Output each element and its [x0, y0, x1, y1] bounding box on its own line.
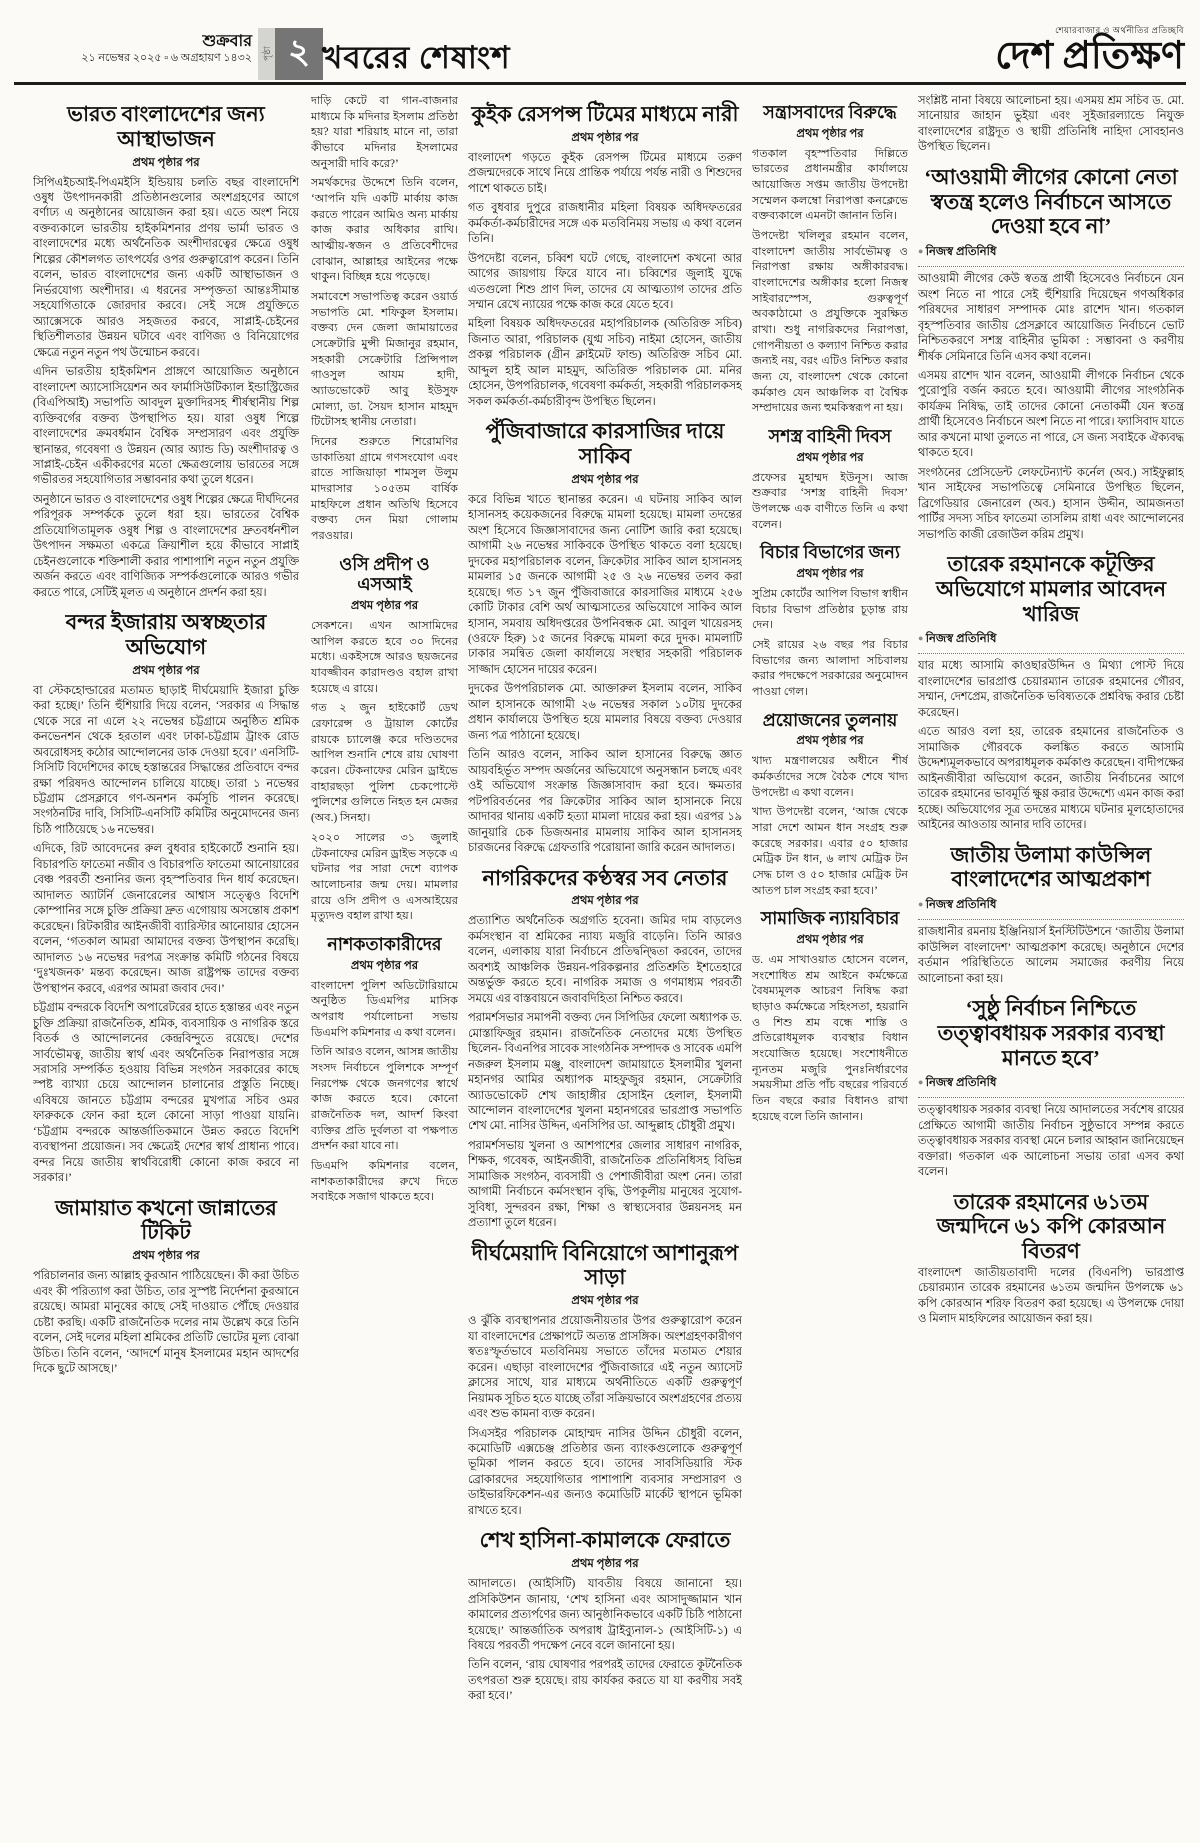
article-headline: নাগরিকদের কণ্ঠস্বর সব নেতার [482, 865, 728, 890]
article-paragraph: সেকশনে। এখন আসামিদের আপিল করতে হবে ৩০ দিনের মধ্যে। একইসঙ্গে আরও ছয়জনের যাবজ্জীবন কারাদণ্ডও বহাল রাখা হয়েছে এ রায়ে। [311, 620, 458, 695]
article [311, 554, 458, 925]
article [752, 710, 908, 900]
article-headline: জাতীয় উলামা কাউন্সিল বাংলাদেশের আত্মপ্রকাশ [950, 842, 1152, 892]
article-paragraph: সমাবেশে সভাপতিত্ব করেন ওয়ার্ড সভাপতি মো. শফিকুল ইসলাম। বক্তব্য দেন জেলা জামায়াতের সেক্রেটারি মুন্সী মিজানুর রহমান, সহকারী সেক্রেটারি প্রিন্সিপাল গাওসুল আযম হাদী, অ্যাডভোকেট আবু ইউসুফ মোল্যা, ডা. সৈয়দ হাসান মাহমুদ টিটোসহ স্থানীয় নেতারা। [311, 291, 458, 429]
article-paragraph: মহিলা বিষয়ক অধিদফতরের মহাপরিচালক (অতিরিক্ত সচিব) জিনাত আরা, পরিচালক (যুগ্ম সচিব) নাইমা হোসেন, জাতীয় প্রকল্প পরিচালক (গ্রীন ক্লাইমেট ফান্ড) অতিরিক্ত সচিব মো. আব্দুল হাই আল মাহমুদ, অতিরিক্ত পরিচালক মো. মনির হোসেন, উপপরিচালক, গবেষণা কর্মকর্তা, সহকারী পরিচালকসহ সকল কর্মকর্তা-কর্মচারীবৃন্দ উপস্থিত ছিলেন। [468, 318, 742, 408]
article-paragraph: করে বিভিন্ন খাতে স্থানান্তর করেন। এ ঘটনায় সাকিব আল হাসানসহ কয়েকজনের বিরুদ্ধে মামলা হয়েছে। মামলা তদন্তের অংশ হিসেবে জিজ্ঞাসাবাদের জন্য নোটিশ জারি করা হয়েছে। আগামী ২৬ নভেম্বর সাকিবকে উপস্থিত থাকতে বলা হয়েছে। দুদকের মহাপরিচালক বলেন, ক্রিকেটার সাকিব আল হাসানসহ মামলার ১৫ জনকে আগামী ২৫ ও ২৬ নভেম্বর তলব করা হয়েছে। গত ১৭ জুন পুঁজিবাজারে কারসাজির মাধ্যমে ২৫৬ কোটি টাকার বেশি অর্থ আত্মসাতের অভিযোগে সাকিব আল হাসান, সমবায় অধিদপ্তরের উপনিবন্ধক মো. আবুল খায়েরসহ (ওরফে হিরু) ১৫ জনের বিরুদ্ধে মামলা করে দুদক। মামলাটি ঢাকার সমন্বিত জেলা কার্যালয়ে সংস্থার সহকারী পরিচালক সাজ্জাদ হোসেন দায়ের করেন। [468, 493, 742, 676]
article-headline: জামায়াত কখনো জান্নাতের টিকিট [55, 1195, 277, 1245]
article-dateline: প্রথম পৃষ্ঠার পর [571, 131, 639, 144]
article-dateline: প্রথম পৃষ্ঠার পর [796, 451, 864, 464]
article-dateline: প্রথম পৃষ্ঠার পর [796, 735, 864, 748]
paper-tagline: শেয়ারবাজার ও অর্থনীতির প্রতিচ্ছবি [1055, 25, 1184, 35]
article-paragraph: সিপিএইচআই-পিএমইসি ইন্ডিয়ায় চলতি বছর বাংলাদেশি ওষুধ উৎপাদনকারী প্রতিষ্ঠানগুলোর অংশগ্রহণের আগে বর্ণাঢ্য এ অনুষ্ঠানের আয়োজন করা হয়। এতে অংশ নিয়ে বক্তব্যকালে ভারতীয় হাইকমিশনার প্রণয় ভার্মা ভারত ও বাংলাদেশের মধ্যে অর্থনৈতিক অংশীদারত্বের ক্ষেত্রে ওষুধ শিল্পের কৌশলগত তাৎপর্যের ওপর গুরুত্বারোপ করেন। তিনি বলেন, ভারত বাংলাদেশের জন্য একটি আস্থাভাজন ও নির্ভরযোগ্য অংশীদার। এ ধরনের সম্পৃক্ততা আন্তঃসীমান্ত সহযোগিতাকে জোরদার করবে। সেই সঙ্গে প্রযুক্তিতে অ্যাক্সেসকে আরও সহজতর করবে, সাপ্লাই-চেইনের স্থিতিশীলতার উন্নয়ন ঘটাবে এবং বাণিজ্য ও বিনিয়োগের ক্ষেত্রে নতুন নতুন পথ উন্মোচন করবে। [33, 176, 299, 359]
article-headline: পুঁজিবাজারে কারসাজির দায়ে সাকিব [485, 419, 725, 469]
page-number: ২ [275, 28, 323, 80]
byline-bullet-icon: ● [918, 1077, 926, 1088]
paper-name: দেশ প্রতিক্ষণ [995, 34, 1184, 77]
article-headline: তারেক রহমানকে কটূক্তির অভিযোগে মামলার আবেদন খারিজ [935, 552, 1167, 626]
article-paragraph: এদিকে, রিট আবেদনের রুল বুধবার হাইকোর্টে শুনানি হয়। বিচারপতি ফাতেমা নজীব ও বিচারপতি ফাতেমা আনোয়ারের বেঞ্চ পরবর্তী শুনানির জন্য বৃহস্পতিবার দিন ধার্য করেছেন। আদালত অ্যাটর্নি জেনারেলের আশ্বাস সত্ত্বেও বিদেশি কোম্পানির সঙ্গে চুক্তি প্রক্রিয়া দ্রুত এগোয়ায় অসন্তোষ প্রকাশ করেছেন। রিটকারীর আইনজীবী ব্যারিস্টার আনোয়ার হোসেন বলেন, ‘গতকাল আমরা আমাদের বক্তব্য উপস্থাপন করেছি। আদালত ১৬ নভেম্বর দরপত্র সংক্রান্ত কমিটি গঠনের বিষয়ে ‘দুঃখজনক’ মন্তব্য করেছেন। আজ রাষ্ট্রপক্ষ তাদের বক্তব্য উপস্থাপন করবে, এরপর আমরা জবাব দেব।’ [33, 843, 299, 995]
article-headline: সামাজিক ন্যায়বিচার [760, 908, 900, 929]
article-paragraph: ও ঝুঁকি ব্যবস্থাপনার প্রয়োজনীয়তার উপর গুরুত্বারোপ করেন যা বাংলাদেশের প্রেক্ষাপটে অত্যন্ত প্রাসঙ্গিক। অংশগ্রহণকারীগণ স্বতঃস্ফূর্তভাবে মতবিনিময় সভাতে তাঁদের মতামত শেয়ার করেন। এছাড়া বাংলাদেশের পুঁজিবাজারে এই নতুন অ্যাসেট ক্লাসের সাথে, যার মাধ্যমে অর্থনীতিতে একটি গুরুত্বপূর্ণ নিয়ামক সূচিত হতে যাচ্ছে তাঁরা সক্রিয়ভাবে অংশগ্রহণের প্রত্যয় এবং শুভ কামনা ব্যক্ত করেন। [468, 1315, 742, 1421]
article-dateline: প্রথম পৃষ্ঠার পর [132, 664, 200, 677]
article-paragraph: গতকাল বৃহস্পতিবার দিল্লিতে ভারতের প্রধানমন্ত্রীর কার্যালয়ে আয়োজিত সপ্তম জাতীয় উপদেষ্টা সম্মেলন কলম্বো নিরাপত্তা কনক্লেভে বক্তব্যকালে এমনটা জানান তিনি। [752, 147, 908, 223]
article-byline: ● নিজস্ব প্রতিনিধি [918, 896, 1184, 920]
paper-logo [995, 26, 1184, 75]
article-paragraph: দাড়ি কেটে বা গান-বাজনার মাধ্যমে কি মদিনার ইসলাম প্রতিষ্ঠা হয়? যারা শরিয়াহ মানে না, তারা কীভাবে মদিনার ইসলামের অনুসারী দাবি করে?’ [311, 95, 458, 170]
article-headline: ‘আওয়ামী লীগের কোনো নেতা স্বতন্ত্র হলেও নির্বাচনে আসতে দেওয়া হবে না’ [924, 164, 1178, 239]
article-paragraph: চট্টগ্রাম বন্দরকে বিদেশি অপারেটরের হাতে হস্তান্তর এবং নতুন চুক্তি প্রক্রিয়া রাজনৈতিক, শ্রমিক, ব্যবসায়িক ও নাগরিক স্তরে বিতর্ক ও আন্দোলনের কেন্দ্রবিন্দুতে রয়েছে। দেশের সার্বভৌমত্ব, জাতীয় স্বার্থ এবং অর্থনৈতিক নিরাপত্তার সঙ্গে সরাসরি সম্পর্কিত হওয়ায় বিভিন্ন সংগঠন সরকারের কাছে স্পষ্ট ব্যাখ্যা চেয়ে আন্দোলন চালানোর প্রস্তুতি নিচ্ছে। এবিষয়ে জানতে চট্টগ্রাম বন্দরের মুখপাত্র সচিব ওমর ফারুককে ফোন করা হলে কোনো সাড়া পাওয়া যায়নি। ‘চট্টগ্রাম বন্দরকে আন্তর্জাতিকমানে উন্নত করতে বিদেশি ব্যবস্থাপনা প্রয়োজন। সব ক্ষেত্রেই দেশের স্বার্থ প্রাধান্য পাবে। বন্দর নিয়ে জাতীয় স্বার্থবিরোধী কোনো কাজ করবে না সরকার।’ [33, 1002, 299, 1185]
article-headline: দীর্ঘমেয়াদি বিনিয়োগে আশানুরূপ সাড়া [471, 1240, 739, 1290]
article-paragraph: তিনি আরও বলেন, সাকিব আল হাসানের বিরুদ্ধে জ্ঞাত আয়বহির্ভূত সম্পদ অর্জনের অভিযোগে অনুসন্ধান চলছে এবং ওই অভিযোগ সংক্রান্ত জিজ্ঞাসাবাদ করা হবে। ক্ষমতার পটপরিবর্তনের পর ক্রিকেটার সাকিব আল হাসানকে নিয়ে আদাবর থানায় একটি হত্যা মামলা দায়ের করা হয়। এরপর ১৯ জানুয়ারি চেক ডিজঅনার মামলায় সাকিব আল হাসানসহ চারজনের বিরুদ্ধে গ্রেফতারি পরোয়ানা জারি করেন আদালত। [468, 749, 742, 855]
news-column-4 [752, 94, 908, 1833]
article-paragraph: ড. এম সাখাওয়াত হোসেন বলেন, সংশোধিত শ্রম আইনে কর্মক্ষেত্রে বৈষম্যমূলক আচরণ নিষিদ্ধ করা ছাড়াও কর্মক্ষেত্রে সহিংসতা, হয়রানি ও শিশু শ্রম বন্ধে শাস্তি ও প্রতিরোধমূলক ব্যবস্থার বিধান সংযোজিত হয়েছে। সংশোধনীতে ন্যূনতম মজুরি পুনঃনির্ধারণের সময়সীমা প্রতি পাঁচ বছরের পরিবর্তে তিন বছরে করার বিধানও রাখা হয়েছে বলে তিনি জানান। [752, 954, 908, 1123]
article [752, 908, 908, 1125]
news-column-5 [918, 94, 1184, 1833]
article-headline: প্রয়োজনের তুলনায় [762, 709, 898, 730]
article [918, 843, 1184, 987]
article-paragraph: বাংলাদেশ গড়তে কুইক রেসপন্স টিমের মাধ্যমে তরুণ প্রজন্মদেরকে সাথে নিয়ে প্রান্তিক পর্যায়ে পর্যন্ত নারী ও শিশুদের পাশে থাকতে চাই। [468, 151, 742, 195]
article [918, 996, 1184, 1181]
article-paragraph: বাংলাদেশ জাতীয়তাবাদী দলের (বিএনপি) ভারপ্রাপ্ত চেয়ারম্যান তারেক রহমানের ৬১তম জন্মদিন উপলক্ষে ৬১ কপি কোরআন শরিফ বিতরণ করা হয়েছে। এ উপলক্ষে দোয়া ও মিলাদ মাহফিলের আয়োজন করা হয়। [918, 1266, 1184, 1326]
article-paragraph: পরামর্শসভার সমাপনী বক্তব্য দেন সিপিডির ফেলো অধ্যাপক ড. মোস্তাফিজুর রহমান। রাজনৈতিক নেতাদের মধ্যে উপস্থিত ছিলেন- বিএনপির সাবেক সাংগঠনিক সম্পাদক ও সাবেক এমপি নজরুল ইসলাম মঞ্জু, বাংলাদেশ জামায়াতে ইসলামীর খুলনা মহানগর আমির অধ্যাপক মাহফুজুর রহমান, সেক্রেটারি অ্যাডভোকেট শেখ জাহাঙ্গীর হোসাইন হেলাল, ইসলামী আন্দোলন বাংলাদেশের খুলনা মহানগরের ভারপ্রাপ্ত সভাপতি শেখ মো. নাসির উদ্দিন, এনসিপির ডা. আব্দুল্লাহ চৌধুরী প্রমুখ। [468, 1012, 742, 1133]
article-dateline: প্রথম পৃষ্ঠার পর [571, 1558, 639, 1571]
masthead-date-block [30, 32, 252, 66]
article-paragraph: পরিচালনার জন্য আল্লাহ কুরআন পাঠিয়েছেন। কী করা উচিত এবং কী পরিত্যাগ করা উচিত, তার সুস্পষ্ট নির্দেশনা কুরআনে রয়েছে। আমরা মানুষের কাছে সেই দাওয়াত পৌঁছে দেওয়ার চেষ্টা করছি। একটি রাজনৈতিক দলের নাম উল্লেখ করে তিনি বলেন, সেই দলের মহিলা শ্রমিকের প্রতিটি ভোটের মূল্য বোঝা উচিত। তিনি বলেন, ‘আদর্শে মানুষ ইসলামের মহান আদর্শের দিকে ছুটে আসছে।’ [33, 1270, 299, 1376]
article-paragraph: খাদ্য উপদেষ্টা বলেন, ‘আজ থেকে সারা দেশে আমন ধান সংগ্রহ শুরু করেছে সরকার। এবার ৫০ হাজার মেট্রিক টন ধান, ৬ লাখ মেট্রিক টন সেদ্ধ চাল ও ৫০ হাজার মেট্রিক টন আতপ চাল সংগ্রহ করা হবে।’ [752, 806, 908, 897]
article-dateline: প্রথম পৃষ্ঠার পর [350, 959, 419, 972]
article-paragraph: উপদেষ্টা খলিলুর রহমান বলেন, বাংলাদেশ জাতীয় সার্বভৌমত্ব ও নিরাপত্তা রক্ষায় অঙ্গীকারবদ্ধ। বাংলাদেশের অঙ্গীকার হলো নিজস্ব সাইবারস্পেস, গুরুত্বপূর্ণ অবকাঠামো ও প্রযুক্তিকে সুরক্ষিত রাখা। শুধু নাগরিকদের নিরাপত্তা, গোপনীয়তা ও কল্যাণ নিশ্চিত করার জন্যই নয়, বরং এটিও নিশ্চিত করার জন্য যে, বাংলাদেশ থেকে কোনো কর্মকাণ্ড যেন আঞ্চলিক বা বৈশ্বিক সম্প্রদায়ের জন্য হুমকিস্বরূপ না হয়। [752, 230, 908, 415]
article [468, 419, 742, 856]
article-dateline: প্রথম পৃষ্ঠার পর [796, 127, 864, 140]
article-headline: সশস্ত্র বাহিনী দিবস [768, 426, 892, 447]
article-paragraph: ডিএমপি কমিশনার বলেন, নাশকতাকারীদের রুখে দিতে সবাইকে সজাগ থাকতে হবে। [311, 1159, 458, 1204]
article-headline: সন্ত্রাসবাদের বিরুদ্ধে [763, 102, 897, 122]
article-paragraph: গত বুধবার দুপুরে রাজধানীর মহিলা বিষয়ক অধিদফতরের কর্মকর্তা-কর্মচারীদের সঙ্গে এক মতবিনিময় সভায় এ কথা বলেন তিনি। [468, 202, 742, 246]
article [468, 102, 742, 410]
article-paragraph: ২০২০ সালের ৩১ জুলাই টেকনাফের মেরিন ড্রাইভ সড়কে এ ঘটনার পর সারা দেশে ব্যাপক আলোচনার জন্ম দেয়। মামলার রায়ে ওসি প্রদীপ ও এসআইয়ের মৃত্যুদণ্ড বহাল রাখা হয়। [311, 831, 458, 923]
article-paragraph: সেই রায়ের ২৬ বছর পর বিচার বিভাগের জন্য আলাদা সচিবালয় করার পদক্ষেপে সরকারের অনুমোদন পাওয়া গেল। [752, 639, 908, 699]
article-headline: বন্দর ইজারায় অস্বচ্ছতার অভিযোগ [65, 610, 267, 659]
article-dateline: প্রথম পৃষ্ঠার পর [132, 1250, 200, 1263]
article-paragraph: আদালতে। (আইসিটি) যাবতীয় বিষয়ে জানানো হয়। প্রসিকিউশন জানায়, ‘শেখ হাসিনা এবং আসাদুজ্জামান খান কামালের প্রত্যর্পণের জন্য আনুষ্ঠানিকভাবে একটি চিঠি পাঠানো হয়েছে।’ আন্তর্জাতিক অপরাধ ট্রাইব্যুনাল-১ (আইসিটি-১) এ বিষয়ে পরবর্তী পদক্ষেপ নেবে বলে জানানো হয়। [468, 1578, 742, 1652]
masthead [0, 0, 1200, 84]
article [752, 542, 908, 700]
article [33, 610, 299, 1187]
section-title: খবরের শেষাংশ [322, 40, 511, 75]
article-paragraph: দিনের শুরুতে শিরোমণির ডাকাতিয়া গ্রামে গণসংযোগ এবং রাতে সাজিয়াড়া শামসুল উলুম মাদরাসার ১০৫তম বার্ষিক মাহফিলে প্রধান অতিথি হিসেবে বক্তব্য দেন মিয়া গোলাম পরওয়ার। [311, 436, 458, 543]
news-column-3 [468, 94, 742, 1833]
article-dateline: প্রথম পৃষ্ঠার পর [350, 600, 419, 613]
page-number-box [258, 28, 323, 80]
article-paragraph: এসময় রাশেদ খান বলেন, আওয়ামী লীগকে নির্বাচন থেকে পুরোপুরি বর্জন করতে হবে। আওয়ামী লীগের সাংগঠনিক কার্যক্রম নিষিদ্ধ, তাই তাদের কোনো নেতাকর্মী যেন স্বতন্ত্র প্রার্থী হিসেবেও নির্বাচনে অংশ নিতে না পারে। ফ্যাসিবাদ যাতে আর কখনো মাথা তুলতে না পারে, সে জন্য সবাইকে ঐক্যবদ্ধ থাকতে হবে। [918, 369, 1184, 460]
article-headline: তারেক রহমানের ৬১তম জন্মদিনে ৬১ কপি কোরআন বিতরণ [936, 1189, 1166, 1264]
article [468, 1528, 742, 1705]
article-byline: ● নিজস্ব প্রতিনিধি [918, 243, 1184, 267]
news-column-1 [33, 94, 299, 1833]
article-continuation [918, 94, 1184, 156]
article-paragraph: প্রফেসর মুহাম্মদ ইউনূস। আজ শুক্রবার ‘সশস্ত্র বাহিনী দিবস’ উপলক্ষে এক বাণীতে তিনি এ কথা বলেন। [752, 471, 908, 531]
article-paragraph: সমর্থকদের উদ্দেশে তিনি বলেন, ‘আপনি যদি একটি মার্কায় কাজ করতে পারেন আমিও অন্য মার্কায় কাজ করার অধিকার রাখি। আত্মীয়-স্বজন ও প্রতিবেশীদের বোঝান, আল্লাহর আইনের পক্ষে থাকুন। বিচ্ছিন্ন হয়ে পড়েছে। [311, 177, 458, 284]
article-paragraph: সিএসইর পরিচালক মোহাম্মদ নাসির উদ্দিন চৌধুরী বলেন, কমোডিটি এক্সচেঞ্জ প্রতিষ্ঠার জন্য ব্যাংকগুলোকে গুরুত্বপূর্ণ ভূমিকা পালন করতে হবে। তাদের সাবসিডিয়ারি স্টক ব্রোকারদের সহযোগিতার পাশাপাশি ব্যবসার সম্প্রসারণ ও ডাইভারফিকেশন-এর জন্যও কমোডিটি মার্কেট স্থাপনে ভূমিকা রাখতে হবে। [468, 1427, 742, 1517]
article-dateline: প্রথম পৃষ্ঠার পর [571, 473, 639, 486]
article-dateline: প্রথম পৃষ্ঠার পর [571, 895, 639, 908]
article-paragraph: বাংলাদেশ পুলিশ অডিটোরিয়ামে অনুষ্ঠিত ডিএমপির মাসিক অপরাধ পর্যালোচনা সভায় ডিএমপি কমিশনার এ কথা বলেন। [311, 979, 458, 1039]
article-paragraph: যার মধ্যে আসামি কাওছারউদ্দিন ও মিথ্যা পোস্ট দিয়ে বাংলাদেশের ভারপ্রাপ্ত চেয়ারম্যান তারেক রহমানের গৌরব, সম্মান, দেশপ্রেম, রাজনৈতিক ভবিষ্যতকে প্রশ্নবিদ্ধ করার চেষ্টা করেছেন। [918, 660, 1184, 719]
article-paragraph: রাজধানীর রমনায় ইঞ্জিনিয়ার্স ইনস্টিটিউশনে ‘জাতীয় উলামা কাউন্সিল বাংলাদেশ’ আত্মপ্রকাশ করেছে। অনুষ্ঠানে দেশের বর্তমান পরিস্থিতিতে আলেম সমাজের করণীয় নিয়ে আলোচনা করা হয়। [918, 926, 1184, 985]
article-headline: শেখ হাসিনা-কামালকে ফেরাতে [479, 1528, 731, 1553]
article [918, 552, 1184, 833]
article [752, 426, 908, 533]
article [918, 165, 1184, 543]
article [918, 1190, 1184, 1328]
article-byline: ● নিজস্ব প্রতিনিধি [918, 630, 1184, 654]
article [33, 1196, 299, 1378]
article-headline: বিচার বিভাগের জন্য [760, 542, 900, 563]
page-label: পৃষ্ঠা [258, 28, 275, 80]
article-dateline: প্রথম পৃষ্ঠার পর [796, 568, 864, 581]
article-headline: কুইক রেসপন্স টিমের মাধ্যমে নারী [471, 102, 739, 126]
article-headline: নাশকতাকারীদের [327, 933, 442, 954]
article-dateline: প্রথম পৃষ্ঠার পর [571, 1295, 639, 1308]
article-paragraph: তত্ত্বাবধায়ক সরকার ব্যবস্থা নিয়ে আদালতের সর্বশেষ রায়ের প্রেক্ষিতে আগামী জাতীয় নির্বাচন সুষ্ঠুভাবে সম্পন্ন করতে তত্ত্বাবধায়ক সরকার ব্যবস্থা মেনে চলার আহ্বান জানিয়েছেন বক্তারা। গতকাল এক আলোচনা সভায় তারা এসব কথা বলেন। [918, 1104, 1184, 1179]
article-paragraph: অনুষ্ঠানে ভারত ও বাংলাদেশের ওষুধ শিল্পের ক্ষেত্রে দীর্ঘদিনের পরিপূরক সম্পর্ককে তুলে ধরা হয়। ভারতের বৈশ্বিক প্রতিযোগিতামূলক ওষুধ শিল্প ও বাংলাদেশের দ্রুতবর্ধনশীল উৎপাদন সক্ষমতা একত্রে ক্রিয়াশীল হয়ে কীভাবে সাপ্লাই চেইনগুলোকে শক্তিশালী করার পাশাপাশি নতুন নতুন প্রযুক্তি অর্জন করতে এবং বাণিজ্যিক সম্পর্কগুলোকে আরও গভীর করতে পারে, সেটিই মূলত এ অনুষ্ঠানে প্রদর্শন করা হয়। [33, 493, 299, 599]
article [33, 102, 299, 601]
byline-bullet-icon: ● [918, 246, 926, 257]
article-headline: ‘সুষ্ঠু নির্বাচন নিশ্চিতে তত্ত্বাবধায়ক সরকার ব্যবস্থা মানতে হবে’ [937, 996, 1165, 1070]
article-dateline: প্রথম পৃষ্ঠার পর [132, 156, 200, 169]
article [468, 1241, 742, 1520]
article-byline: ● নিজস্ব প্রতিনিধি [918, 1074, 1184, 1098]
article-paragraph: উপদেষ্টা বলেন, চব্বিশ ঘটে গেছে, বাংলাদেশ কখনো আর আগের জায়গায় ফিরে যাবে না। চব্বিশের জুলাই যুদ্ধে এতগুলো শিশু প্রাণ দিল, তাদের যে আত্মত্যাগ তাদের প্রতি সম্মান রেখে ন্যায়ের পক্ষে কাজ করে যেতে হবে। [468, 252, 742, 311]
article-paragraph: বা স্টেকহোল্ডারের মতামত ছাড়াই দীর্ঘমেয়াদি ইজারা চুক্তি করা হচ্ছে।’ তিনি হুঁশিয়ারি দিয়ে বলেন, ‘সরকার এ সিদ্ধান্ত থেকে সরে না এলে ২২ নভেম্বর চট্টগ্রামে অনুষ্ঠিত শ্রমিক কনভেনশন থেকে হরতাল এবং ঢাকা-চট্টগ্রাম ট্রাংক রোড অবরোধসহ কঠোর আন্দোলনের ডাক দেওয়া হবে।’ এনসিটি-সিসিটি বিদেশিদের কাছে হস্তান্তরের সিদ্ধান্তের প্রতিবাদে বন্দর রক্ষা পরিষদও আন্দোলন চালিয়ে যাচ্ছে। তারা ১ নভেম্বর চট্টগ্রাম প্রেসক্লাবে গণ-অনশন কর্মসূচি পালন করেছে। সংগঠনটির দাবি, সিসিটি-এনসিটি কমিটির অনুমোদনের জন্য চিঠি পাঠিয়েছে ১৬ নভেম্বর। [33, 684, 299, 836]
byline-bullet-icon: ● [918, 899, 926, 910]
article-headline: ওসি প্রদীপ ও এসআই [339, 553, 430, 595]
article-continuation [311, 94, 458, 545]
article-dateline: প্রথম পৃষ্ঠার পর [796, 934, 864, 947]
article [311, 934, 458, 1206]
article-headline: ভারত বাংলাদেশের জন্য আস্থাভাজন [67, 102, 265, 151]
article-paragraph: এতে আরও বলা হয়, তারেক রহমানের রাজনৈতিক ও সামাজিক গৌরবকে কলঙ্কিত করতে আসামি উদ্দেশ্যমূলকভাবে অপরাধমূলক কর্মকাণ্ড করেছেন। বাদীপক্ষের আইনজীবীরা অভিযোগ করেন, জাতীয় নির্বাচনের আগে তারেক রহমানের ভাবমূর্তি ক্ষুণ্ণ করার উদ্দেশ্যে এমন কাজ করা হচ্ছে। অভিযোগের সূত্র তদন্তের মাধ্যমে ঘটনার মূলহোতাদের আইনের আওতায় আনার দাবি তাদের। [918, 726, 1184, 832]
article-paragraph: সুপ্রিম কোর্টের আপিল বিভাগ স্বাধীন বিচার বিভাগ প্রতিষ্ঠার চূড়ান্ত রায় দেন। [752, 588, 908, 632]
date-line: ২১ নভেম্বর ২০২৫ ▫ ৬ অগ্রহায়ণ ১৪৩২ [81, 52, 252, 64]
article-paragraph: আওয়ামী লীগের কেউ স্বতন্ত্র প্রার্থী হিসেবেও নির্বাচনে যেন অংশ নিতে না পারে সেই হুঁশিয়ারি দিয়েছেন গণঅধিকার পরিষদের সাধারণ সম্পাদক মোঃ রাশেদ খান। গতকাল বৃহস্পতিবার জাতীয় প্রেসক্লাবে আয়োজিত নির্বাচনে ভোট নিশ্চিতকরণে সশস্ত্র বাহিনীর ভূমিকা : সম্ভাবনা ও করণীয় শীর্ষক সেমিনারে তিনি এসব কথা বলেন। [918, 273, 1184, 363]
article-paragraph: সংগঠনের প্রেসিডেন্ট লেফটেন্যান্ট কর্নেল (অব.) সাইফুল্লাহ খান সাইফের সভাপতিত্বে সেমিনারে উপস্থিত ছিলেন, ব্রিগেডিয়ার জেনারেল (অব.) হাসান উদ্দীন, আমজনতা পার্টির সদস্য সচিব ফাতেমা তাসলিম রাধা এবং আন্দোলনের সভাপতি কাজী রেজাউল করিম প্রমুখ। [918, 466, 1184, 541]
article-paragraph: সংশ্লিষ্ট নানা বিষয়ে আলোচনা হয়। এসময় শ্রম সচিব ড. মো. সানোয়ার জাহান ভুইয়া এবং সুইজারল্যান্ডে নিযুক্ত বাংলাদেশের রাষ্ট্রদূত ও স্থায়ী প্রতিনিধি নাহিদা সোবহানও উপস্থিত ছিলেন। [918, 95, 1184, 154]
masthead-rule [14, 82, 1186, 85]
news-column-2 [311, 94, 458, 1833]
article-paragraph: দুদকের উপপরিচালক মো. আক্তারুল ইসলাম বলেন, সাকিব আল হাসানকে আগামী ২৬ নভেম্বর সকাল ১০টায় দুদকের প্রধান কার্যালয়ে উপস্থিত হয়ে মামলার বিষয়ে বক্তব্য দেওয়ার জন্য পত্র পাঠানো হয়েছে। [468, 683, 742, 742]
article [752, 102, 908, 417]
weekday-label: শুক্রবার [202, 33, 252, 50]
article [468, 866, 742, 1232]
article-paragraph: পরামর্শসভায় খুলনা ও আশপাশের জেলার সাধারণ নাগরিক, শিক্ষক, গবেষক, আইনজীবী, রাজনৈতিক প্রতিনিধিসহ বিভিন্ন সামাজিক সংগঠন, ব্যবসায়ী ও পেশাজীবীরা অংশ নেন। তারা আগামী নির্বাচনে কর্মসংস্থান বৃদ্ধি, উপকূলীয় মানুষের সুযোগ-সুবিধা, সুন্দরবন রক্ষা, শিক্ষা ও স্বাস্থ্যসেবার উন্নয়নসহ মন প্রত্যাশা তুলে ধরেন। [468, 1139, 742, 1230]
article-paragraph: তিনি বলেন, ‘রায় ঘোষণার পরপরই তাদের ফেরাতে কূটনৈতিক তৎপরতা শুরু হয়েছে। রায় কার্যকর করতে যা যা করণীয় সবই করা হবে।’ [468, 1659, 742, 1703]
article-paragraph: তিনি আরও বলেন, আসন্ন জাতীয় সংসদ নির্বাচনে পুলিশকে সম্পূর্ণ নিরপেক্ষ থেকে জনগণের স্বার্থে কাজ করতে হবে। কোনো রাজনৈতিক দল, আদর্শ কিংবা ব্যক্তির প্রতি দুর্বলতা বা পক্ষপাত প্রদর্শন করা যাবে না। [311, 1046, 458, 1153]
byline-bullet-icon: ● [918, 633, 926, 644]
article-paragraph: প্রত্যাশিত অর্থনৈতিক অগ্রগতি হবেনা। জমির দাম বাড়লেও কর্মসংস্থান বা শ্রমিকের ন্যায্য মজুরি বাড়েনি। তিনি আরও বলেন, এলাকায় যারা নির্বাচনে প্রতিদ্বন্দ্বিতা করবেন, তাদের অবশ্যই আঞ্চলিক উন্নয়ন-পরিকল্পনার প্রতিশ্রুতি ইশতেহারে অন্তর্ভুক্ত করতে হবে। নাগরিক সমাজ ও গণমাধ্যম পরবর্তী সময়ে এর বাস্তবায়নে জবাবদিহিতা নিশ্চিত করবে। [468, 915, 742, 1005]
article-paragraph: খাদ্য মন্ত্রণালয়ের অধীনে শীর্ষ কর্মকর্তাদের সঙ্গে বৈঠক শেষে খাদ্য উপদেষ্টা এ কথা বলেন। [752, 755, 908, 799]
article-paragraph: এদিন ভারতীয় হাইকমিশন প্রাঙ্গণে আয়োজিত অনুষ্ঠানে বাংলাদেশ অ্যাসোসিয়েশন অব ফার্মাসিউটিক্যাল ইন্ডাস্ট্রিজের (বিএপিআই) সভাপতি আবদুল মুক্তাদিরসহ শীর্ষস্থানীয় শিল্প ব্যক্তিবর্গের বক্তব্য উপস্থাপিত হয়। যারা ওষুধ শিল্পে বাংলাদেশের ক্রমবর্ধমান বৈশ্বিক সম্প্রসারণ এবং প্রযুক্তি স্থানান্তর, গবেষণা ও উন্নয়ন (আর অ্যান্ড ডি) অংশীদারত্ব ও সাপ্লাই-চেইন একীকরণের মতো ক্ষেত্রগুলোয় ভারতের সঙ্গে গভীরতর সহযোগিতার সম্ভাবনার কথা তুলে ধরেন। [33, 366, 299, 487]
article-paragraph: গত ২ জুন হাইকোর্ট ডেথ রেফারেন্স ও ট্রায়াল কোর্টের রায়কে চ্যালেঞ্জ করে দণ্ডিতদের আপিল শুনানি শেষে রায় ঘোষণা করেন। টেকনাফের মেরিন ড্রাইভে বাহারছড়া পুলিশ চেকপোস্টে পুলিশের গুলিতে নিহত হন মেজর (অব.) সিনহা। [311, 702, 458, 825]
